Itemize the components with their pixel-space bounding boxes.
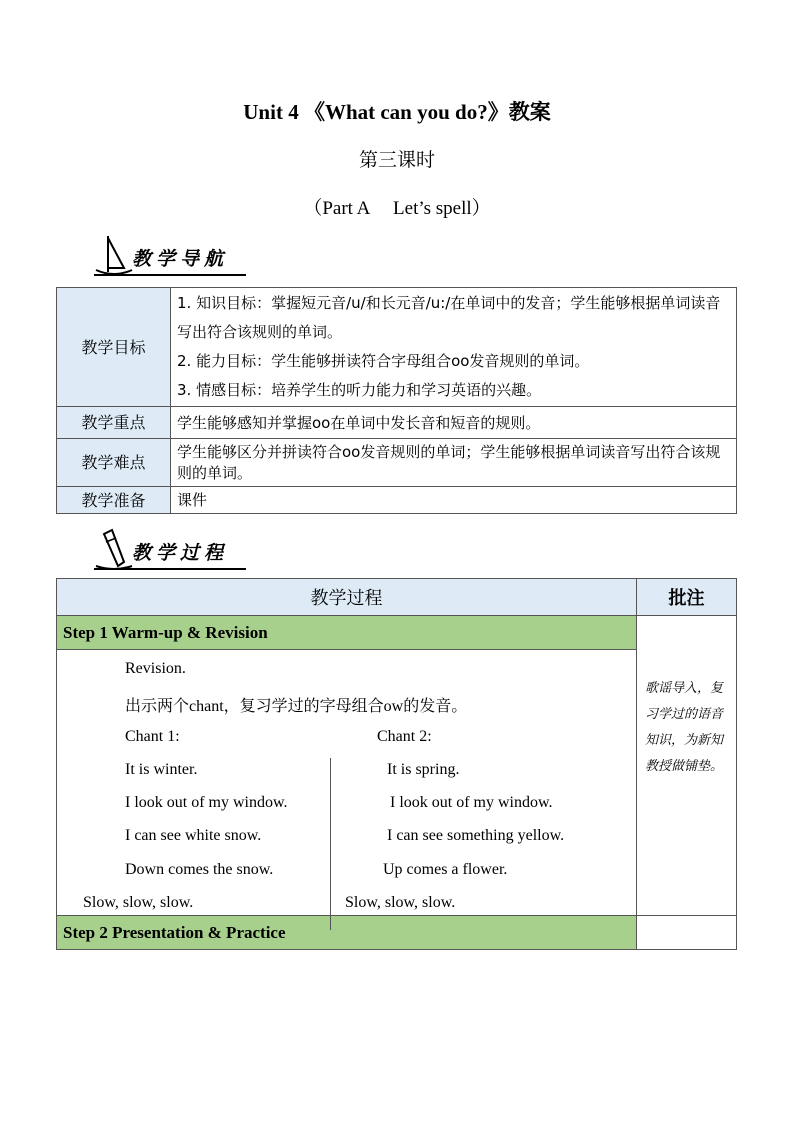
pencil-icon [94, 528, 134, 572]
process-banner [94, 528, 294, 572]
chant2-line: It is spring. [387, 761, 460, 778]
sailboat-icon [94, 234, 134, 278]
chant1-line: I look out of my window. [125, 794, 288, 811]
table-row [57, 487, 737, 514]
step-heading: Step 2 Presentation & Practice [57, 916, 637, 950]
table-row [57, 916, 737, 950]
process-table [56, 578, 737, 950]
chant2-title: Chant 2: [377, 728, 432, 745]
chant1-line: Down comes the snow. [125, 861, 274, 878]
nav-banner-label: 教学导航 [132, 248, 229, 270]
document-title: Unit 4 《What can you do?》教案 [243, 100, 551, 124]
row-label: 教学重点 [57, 407, 171, 439]
table-row [57, 407, 737, 439]
chant2-line: I look out of my window. [390, 794, 553, 811]
table-row [57, 579, 737, 616]
objective-line: 1. 知识目标：掌握短元音/u/和长元音/u:/在单词中的发音；学生能够根据单词读音写出符合该规则的单词。 [177, 294, 721, 341]
column-divider [330, 758, 331, 930]
banner-underline [94, 274, 246, 276]
objective-cell [171, 288, 737, 407]
row-label: 教学目标 [57, 288, 171, 407]
annotation-empty [637, 916, 737, 950]
row-label: 教学准备 [57, 487, 171, 514]
chant2-line: Slow, slow, slow. [345, 894, 456, 911]
chant1-line: Slow, slow, slow. [83, 894, 194, 911]
row-label: 教学难点 [57, 439, 171, 487]
chant2-line: I can see something yellow. [387, 827, 565, 844]
revision-label: Revision. [125, 660, 186, 677]
difficulty-cell: 学生能够区分并拼读符合oo发音规则的单词；学生能够根据单词读音写出符合该规则的单词。 [171, 439, 737, 487]
process-banner-label: 教学过程 [132, 542, 229, 564]
chant2-line: Up comes a flower. [383, 861, 508, 878]
objective-line: 2. 能力目标：学生能够拼读符合字母组合oo发音规则的单词。 [177, 352, 590, 370]
preparation-cell: 课件 [171, 487, 737, 514]
step-content [57, 650, 637, 916]
chant1-title: Chant 1: [125, 728, 180, 745]
table-row [57, 288, 737, 407]
note-header: 批注 [637, 579, 737, 616]
step-heading: Step 1 Warm-up & Revision [57, 616, 637, 650]
nav-banner [94, 234, 294, 278]
key-point-cell: 学生能够感知并掌握oo在单词中发长音和短音的规则。 [171, 407, 737, 439]
chant1-line: I can see white snow. [125, 827, 262, 844]
lesson-subtitle: 第三课时 [358, 150, 435, 171]
chant1-line: It is winter. [125, 761, 198, 778]
banner-underline [94, 568, 246, 570]
annotation-note: 歌谣导入，复习学过的语音知识，为新知教授做铺垫。 [637, 616, 737, 916]
table-row [57, 650, 737, 916]
instruction-text: 出示两个chant，复习学过的字母组合ow的发音。 [125, 698, 468, 715]
objective-line: 3. 情感目标：培养学生的听力能力和学习英语的兴趣。 [177, 381, 542, 399]
goals-table [56, 287, 737, 514]
table-row [57, 616, 737, 650]
table-row [57, 439, 737, 487]
process-header: 教学过程 [57, 579, 637, 616]
part-subtitle: （Part A Let’s spell） [303, 198, 491, 219]
